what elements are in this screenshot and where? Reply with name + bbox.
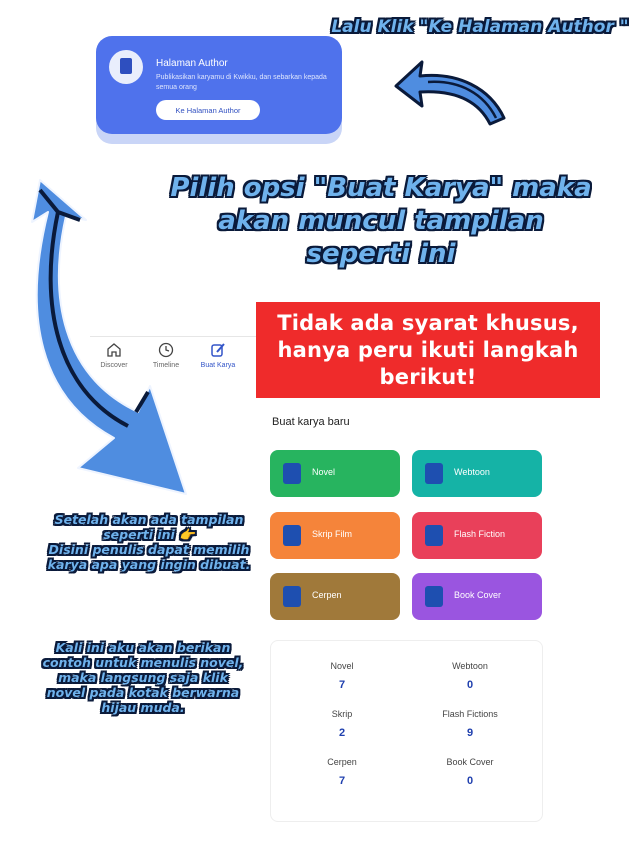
card-label: Cerpen xyxy=(312,590,342,600)
stat-label: Webtoon xyxy=(452,661,488,671)
banner-line: hanya peru ikuti langkah xyxy=(277,337,579,362)
book-heart-icon xyxy=(283,463,301,484)
nav-item-timeline[interactable] xyxy=(144,338,188,369)
caption-line: Setelah akan ada tampilan xyxy=(54,512,244,527)
stat-label: Novel xyxy=(330,661,354,671)
caption-example-novel xyxy=(18,640,268,715)
caption-line: novel pada kotak berwarna xyxy=(46,685,240,700)
stat-value: 0 xyxy=(466,679,474,691)
card-label: Skrip Film xyxy=(312,529,352,539)
author-card-title: Halaman Author xyxy=(156,58,228,69)
bottom-nav xyxy=(92,338,252,378)
card-flash-fiction[interactable] xyxy=(412,512,542,559)
caption-line: contoh untuk menulis novel, xyxy=(42,655,244,670)
caption-line: Kali ini aku akan berikan xyxy=(55,640,231,655)
stat-value: 9 xyxy=(466,727,474,739)
caption-line: hijau muda. xyxy=(101,700,185,715)
author-book-icon xyxy=(109,50,143,84)
section-title: Buat karya baru xyxy=(272,416,350,428)
stats-panel xyxy=(270,640,543,822)
card-label: Book Cover xyxy=(454,590,502,600)
nav-item-discover[interactable] xyxy=(92,338,136,369)
caption-choose-type xyxy=(24,512,274,572)
card-novel[interactable] xyxy=(270,450,400,497)
card-label: Novel xyxy=(312,467,336,477)
stat-value: 0 xyxy=(466,775,474,787)
nav-divider xyxy=(90,336,258,337)
caption-choose-buat-karya xyxy=(150,172,612,271)
stat-label: Flash Fictions xyxy=(442,709,498,719)
card-skrip-film[interactable] xyxy=(270,512,400,559)
caption-line: seperti ini xyxy=(306,239,456,269)
edit-icon xyxy=(210,342,226,358)
caption-click-author: Lalu Klik "Ke Halaman Author " xyxy=(331,17,629,37)
card-cerpen[interactable] xyxy=(270,573,400,620)
stat-label: Cerpen xyxy=(327,757,357,767)
stat-label: Skrip xyxy=(331,709,353,719)
info-banner xyxy=(256,302,600,398)
clock-icon xyxy=(158,342,174,358)
lightning-book-icon xyxy=(425,525,443,546)
card-label: Flash Fiction xyxy=(454,529,506,539)
caption-line: Disini penulis dapat memilih xyxy=(48,542,250,557)
author-card xyxy=(96,36,342,134)
cover-icon xyxy=(425,586,443,607)
banner-line: Tidak ada syarat khusus, xyxy=(277,310,579,335)
stat-value: 7 xyxy=(338,679,346,691)
nav-label: Discover xyxy=(100,362,128,369)
nav-label: Buat Karya xyxy=(200,362,236,369)
stat-label: Book Cover xyxy=(446,757,494,767)
nav-label: Timeline xyxy=(152,362,180,369)
caption-line: karya apa yang ingin dibuat. xyxy=(47,557,251,572)
stat-value: 7 xyxy=(338,775,346,787)
speech-bubble-icon xyxy=(425,463,443,484)
caption-line: akan muncul tampilan xyxy=(218,206,544,236)
card-book-cover[interactable] xyxy=(412,573,542,620)
nav-item-buat-karya[interactable] xyxy=(196,338,240,369)
card-label: Webtoon xyxy=(454,467,490,477)
short-story-icon xyxy=(283,586,301,607)
author-card-description: Publikasikan karyamu di Kwikku, dan sebarkan kepada semua orang xyxy=(156,74,327,91)
stat-value: 2 xyxy=(338,727,346,739)
curved-arrow-left-icon xyxy=(378,54,520,130)
banner-line: berikut! xyxy=(379,364,477,389)
home-icon xyxy=(106,342,122,358)
to-author-page-button[interactable]: Ke Halaman Author xyxy=(156,100,260,120)
script-icon xyxy=(283,525,301,546)
card-webtoon[interactable] xyxy=(412,450,542,497)
caption-line: Pilih opsi "Buat Karya" maka xyxy=(170,173,592,203)
caption-line: maka langsung saja klik xyxy=(58,670,228,685)
caption-line: seperti ini 👉 xyxy=(103,527,195,542)
